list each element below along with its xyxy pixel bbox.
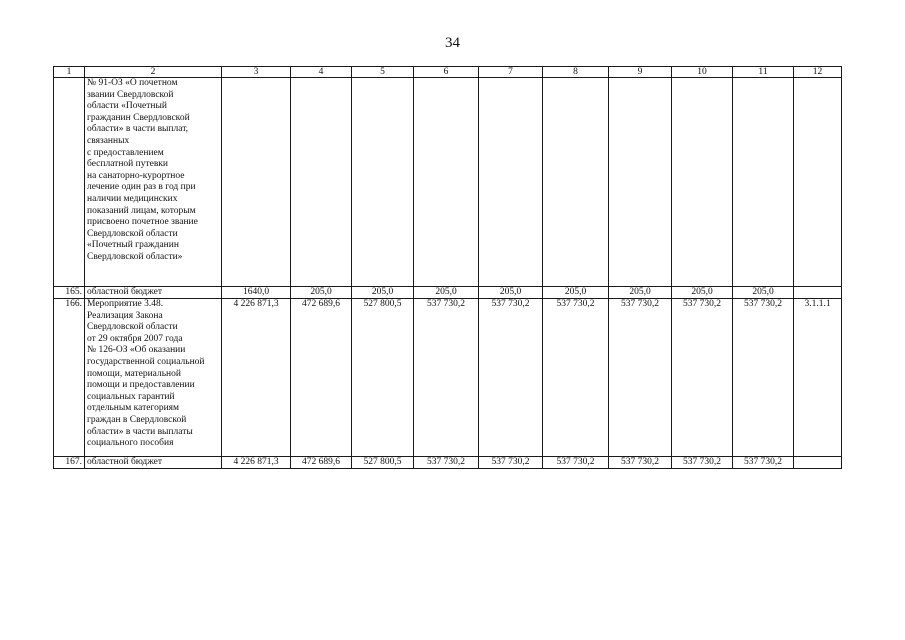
value-cell (609, 78, 672, 287)
table-row (54, 457, 842, 469)
value-cell (414, 78, 479, 287)
value-cell: 537 730,2 (479, 299, 543, 457)
value-cell: 527 800,5 (352, 457, 414, 469)
row-name: областной бюджет (85, 287, 222, 299)
column-header: 4 (291, 67, 352, 78)
value-cell: 472 689,6 (291, 299, 352, 457)
row-number: 167. (54, 457, 85, 469)
column-header: 9 (609, 67, 672, 78)
table-row (54, 78, 842, 287)
column-header: 1 (54, 67, 85, 78)
table-row (54, 287, 842, 299)
column-header: 7 (479, 67, 543, 78)
value-cell: 537 730,2 (414, 457, 479, 469)
value-cell: 472 689,6 (291, 457, 352, 469)
row-number: 165. (54, 287, 85, 299)
value-cell: 205,0 (609, 287, 672, 299)
row-name: Мероприятие 3.48. Реализация Закона Свердловской области от 29 октября 2007 года № 126-ОЗ «Об оказании государственной социальной помощи, материальной помощи и предоставлении социальных гарантий отдельным категориям граждан в Свердловской области» в части выплаты социального пособия (85, 299, 222, 457)
column-header: 6 (414, 67, 479, 78)
target-code (794, 457, 842, 469)
row-name: областной бюджет (85, 457, 222, 469)
value-cell: 4 226 871,3 (222, 457, 291, 469)
column-header: 2 (85, 67, 222, 78)
value-cell: 537 730,2 (543, 457, 609, 469)
value-cell: 205,0 (352, 287, 414, 299)
value-cell: 537 730,2 (543, 299, 609, 457)
column-header: 8 (543, 67, 609, 78)
value-cell: 537 730,2 (609, 457, 672, 469)
target-code (794, 287, 842, 299)
row-number (54, 78, 85, 287)
column-header: 12 (794, 67, 842, 78)
value-cell: 4 226 871,3 (222, 299, 291, 457)
table-row (54, 299, 842, 457)
value-cell (733, 78, 794, 287)
value-cell: 537 730,2 (733, 457, 794, 469)
value-cell (672, 78, 733, 287)
value-cell: 205,0 (291, 287, 352, 299)
target-code: 3.1.1.1 (794, 299, 842, 457)
value-cell: 205,0 (733, 287, 794, 299)
value-cell (222, 78, 291, 287)
value-cell: 205,0 (672, 287, 733, 299)
value-cell (543, 78, 609, 287)
table-header-row (54, 67, 842, 78)
value-cell: 527 800,5 (352, 299, 414, 457)
value-cell (479, 78, 543, 287)
value-cell: 537 730,2 (672, 457, 733, 469)
value-cell: 537 730,2 (609, 299, 672, 457)
value-cell: 537 730,2 (733, 299, 794, 457)
column-header: 3 (222, 67, 291, 78)
column-header: 11 (733, 67, 794, 78)
column-header: 10 (672, 67, 733, 78)
value-cell: 537 730,2 (672, 299, 733, 457)
target-code (794, 78, 842, 287)
value-cell: 537 730,2 (479, 457, 543, 469)
value-cell: 537 730,2 (414, 299, 479, 457)
page-number: 34 (445, 35, 460, 51)
value-cell: 205,0 (479, 287, 543, 299)
budget-table (53, 66, 842, 469)
value-cell: 205,0 (543, 287, 609, 299)
column-header: 5 (352, 67, 414, 78)
value-cell (291, 78, 352, 287)
row-name: № 91-ОЗ «О почетном звании Свердловской области «Почетный гражданин Свердловской области» в части выплат, связанных с предоставлением бесплатной путевки на санаторно-курортное лечение один раз в год при наличии медицинских показаний лицам, которым присвоено почетное звание Свердловской области «Почетный гражданин Свердловской области» (85, 78, 222, 287)
row-number: 166. (54, 299, 85, 457)
value-cell (352, 78, 414, 287)
value-cell: 205,0 (414, 287, 479, 299)
value-cell: 1640,0 (222, 287, 291, 299)
